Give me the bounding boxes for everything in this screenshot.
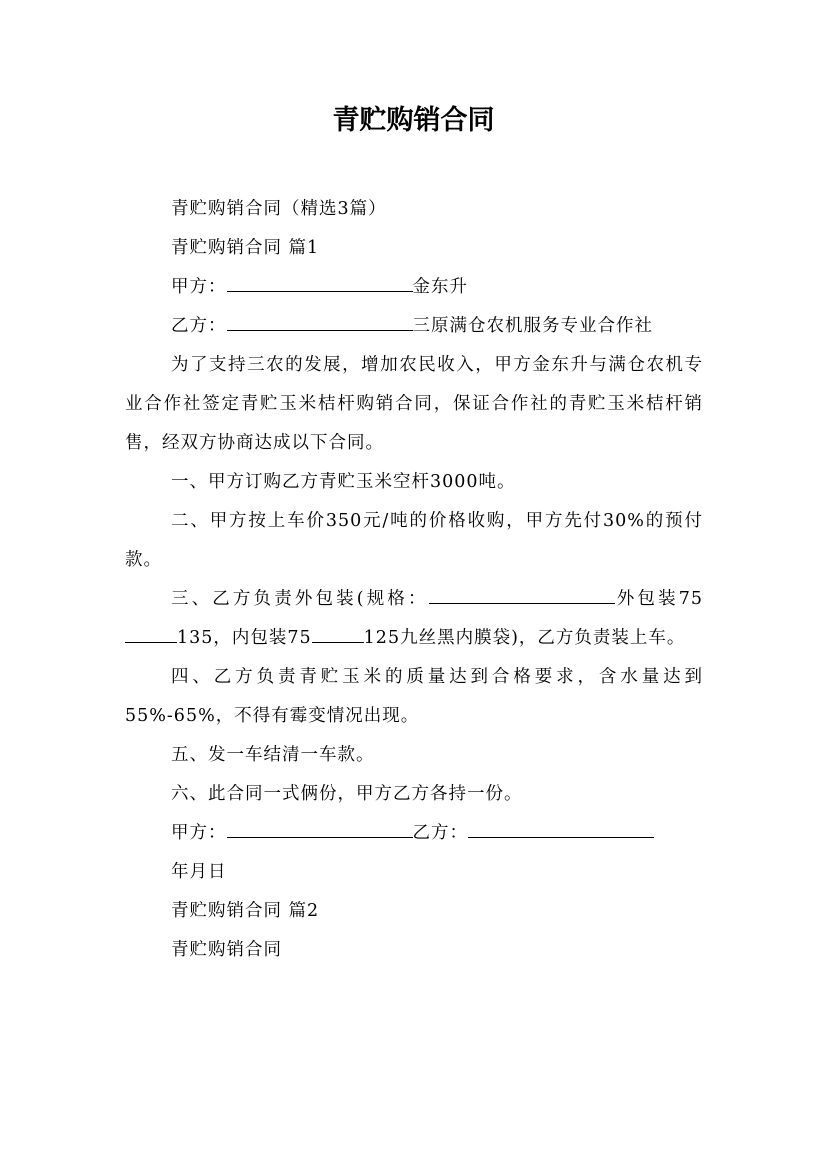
party-b-blank: [227, 313, 413, 331]
clause-3-part-c: 135，内包装75: [177, 628, 312, 648]
clause-5: 五、发一车结清一车款。: [171, 745, 375, 765]
party-b-line: [125, 307, 703, 346]
part2-heading: 青贮购销合同 篇2: [171, 901, 320, 921]
party-a-name: 金东升: [412, 277, 468, 297]
date-line: 年月日: [171, 862, 227, 882]
sign-a-label: 甲方：: [171, 823, 227, 843]
clause-3-part-b: 外包装75: [614, 589, 703, 609]
clause-3-part-a: 三、乙方负责外包装(规格：: [171, 589, 429, 609]
part2-title: 青贮购销合同: [171, 940, 282, 960]
party-a-line: [125, 268, 703, 307]
inner-pack-blank: [312, 625, 364, 643]
spec-blank: [429, 586, 615, 604]
intro-paragraph: 为了支持三农的发展，增加农民收入，甲方金东升与满仓农机专业合作社签定青贮玉米桔杆购销合同，保证合作社的青贮玉米桔杆销售，经双方协商达成以下合同。: [125, 355, 703, 453]
party-a-blank: [227, 274, 413, 292]
party-b-label: 乙方：: [171, 316, 227, 336]
party-b-name: 三原满仓农机服务专业合作社: [412, 316, 653, 336]
signature-line: [125, 814, 703, 853]
clause-3: [125, 580, 703, 658]
sign-b-label: 乙方：: [412, 823, 468, 843]
subtitle: 青贮购销合同（精选3篇）: [171, 199, 387, 219]
document-body: [125, 190, 703, 970]
part1-heading: 青贮购销合同 篇1: [171, 238, 320, 258]
party-a-label: 甲方：: [171, 277, 227, 297]
clause-2: 二、甲方按上车价350元/吨的价格收购，甲方先付30%的预付款。: [125, 511, 703, 570]
clause-4: 四、乙方负责青贮玉米的质量达到合格要求，含水量达到55%-65%，不得有霉变情况出现。: [125, 667, 703, 726]
clause-1: 一、甲方订购乙方青贮玉米空杆3000吨。: [171, 472, 516, 492]
clause-6: 六、此合同一式俩份，甲方乙方各持一份。: [171, 784, 523, 804]
document-title: 青贮购销合同: [332, 105, 495, 136]
outer-pack-blank: [125, 625, 177, 643]
clause-3-part-d: 125九丝黑内膜袋)，乙方负责装上车。: [363, 628, 686, 648]
sign-b-blank: [468, 820, 654, 838]
sign-a-blank: [227, 820, 413, 838]
